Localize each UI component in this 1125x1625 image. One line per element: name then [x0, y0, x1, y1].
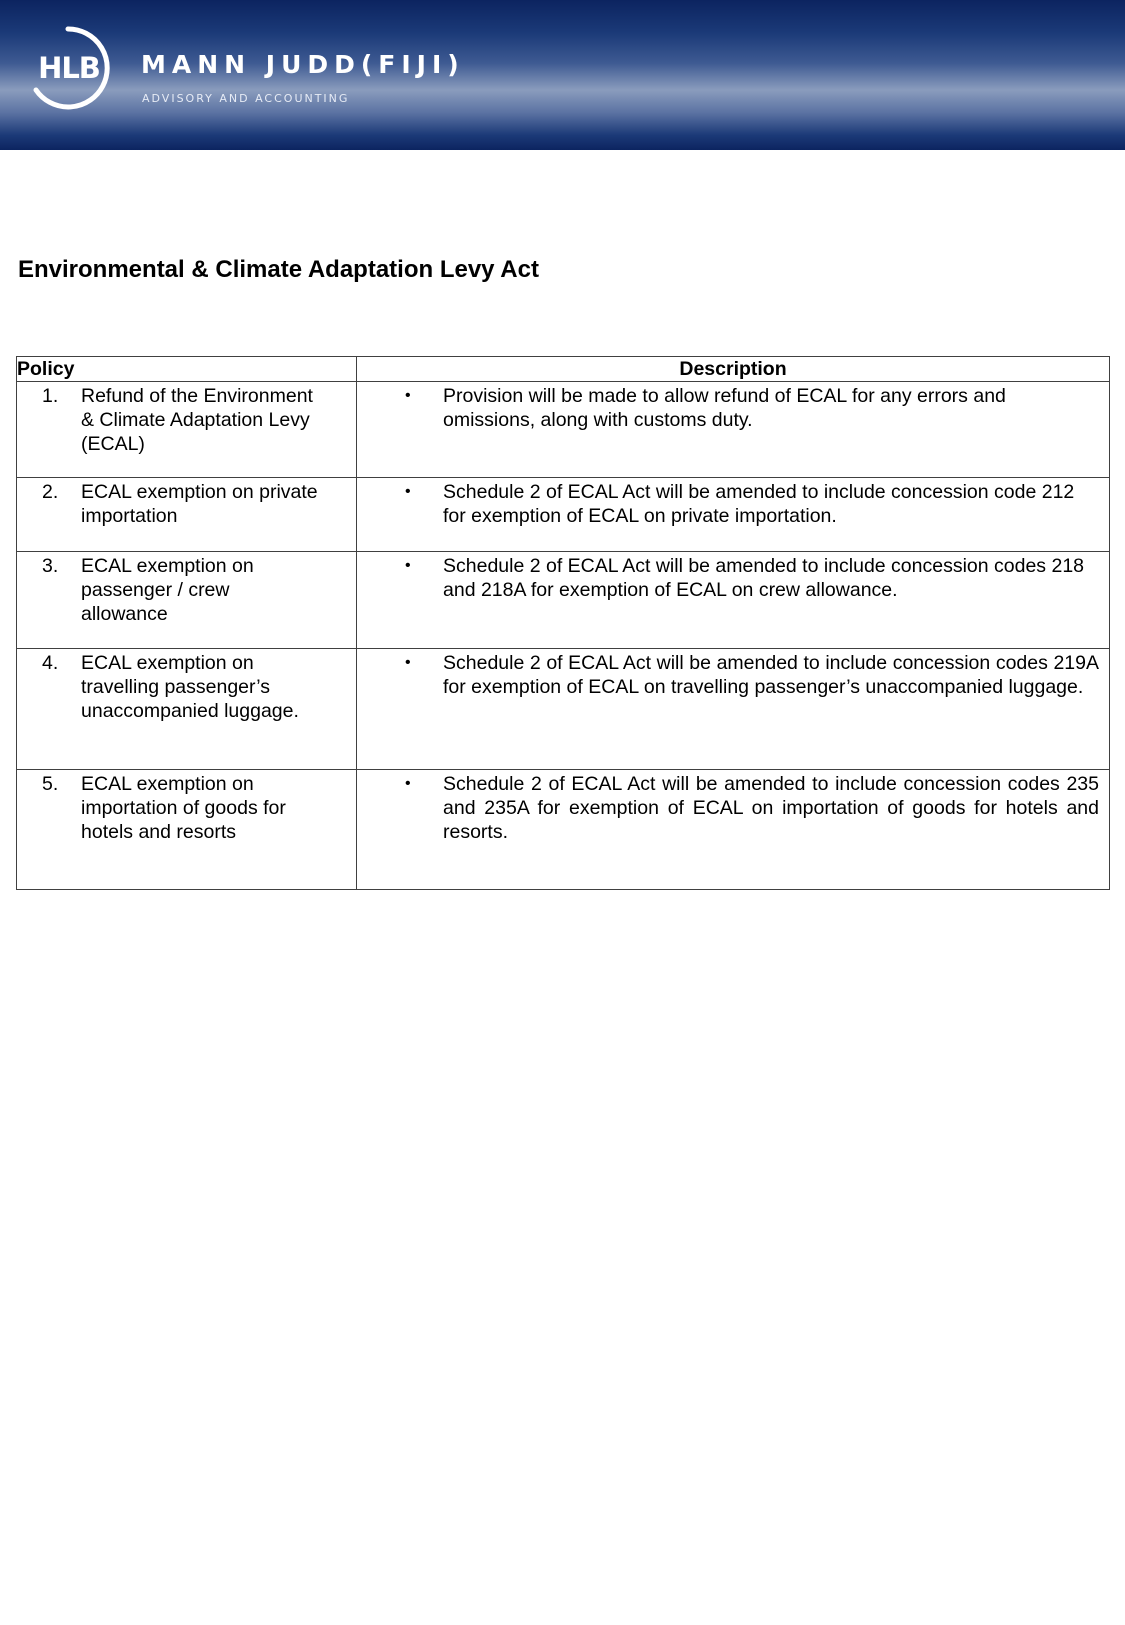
bullet: • [405, 387, 411, 404]
bullet: • [405, 775, 411, 792]
policy-number: 5. [42, 773, 59, 795]
description-text: Schedule 2 of ECAL Act will be amended to include concession codes 218 and 218A for exemption of ECAL on crew allowance. [443, 555, 1085, 601]
description-cell [357, 770, 1110, 890]
policy-column-header: Policy [17, 357, 357, 382]
policy-text: Refund of the Environment & Climate Adaptation Levy (ECAL) [81, 385, 313, 455]
table-row [17, 552, 1110, 649]
logo-text: HLB [38, 51, 100, 85]
description-text: Schedule 2 of ECAL Act will be amended to include concession code 212 for exemption of ECAL on private importation. [443, 481, 1075, 527]
description-column-header: Description [357, 357, 1110, 382]
policy-text: ECAL exemption on importation of goods for hotels and resorts [81, 773, 286, 843]
firm-tagline: ADVISORY AND ACCOUNTING [142, 92, 350, 105]
table-row [17, 649, 1110, 770]
bullet: • [405, 654, 411, 671]
description-text: Schedule 2 of ECAL Act will be amended to include concession codes 235 and 235A for exemption of ECAL on importation of goods for hotels and resorts. [443, 773, 1099, 843]
policy-number: 2. [42, 481, 59, 503]
description-cell [357, 552, 1110, 649]
policy-text: ECAL exemption on passenger / crew allowance [81, 555, 254, 625]
bullet: • [405, 483, 411, 500]
policy-number: 4. [42, 652, 59, 674]
table-row [17, 478, 1110, 552]
table-header-row [17, 357, 1110, 382]
table-row [17, 382, 1110, 478]
policy-cell [17, 552, 357, 649]
document-title: Environmental & Climate Adaptation Levy Act [18, 256, 539, 283]
policy-text: ECAL exemption on travelling passenger’s unaccompanied luggage. [81, 652, 299, 722]
policy-number: 1. [42, 385, 59, 407]
policy-text: ECAL exemption on private importation [81, 481, 318, 527]
policy-cell [17, 770, 357, 890]
description-text: Schedule 2 of ECAL Act will be amended to include concession codes 219A for exemption of ECAL on travelling passenger’s unaccompanied luggage. [443, 652, 1099, 698]
policy-number: 3. [42, 555, 59, 577]
description-text: Provision will be made to allow refund of ECAL for any errors and omissions, along with customs duty. [443, 385, 1006, 431]
description-cell [357, 478, 1110, 552]
policy-cell [17, 478, 357, 552]
table-row [17, 770, 1110, 890]
firm-name: MANN JUDD(FIJI) [141, 50, 465, 79]
policy-cell [17, 649, 357, 770]
letterhead-banner [0, 0, 1125, 150]
policy-cell [17, 382, 357, 478]
bullet: • [405, 557, 411, 574]
description-cell [357, 649, 1110, 770]
policy-table [16, 356, 1110, 890]
description-cell [357, 382, 1110, 478]
